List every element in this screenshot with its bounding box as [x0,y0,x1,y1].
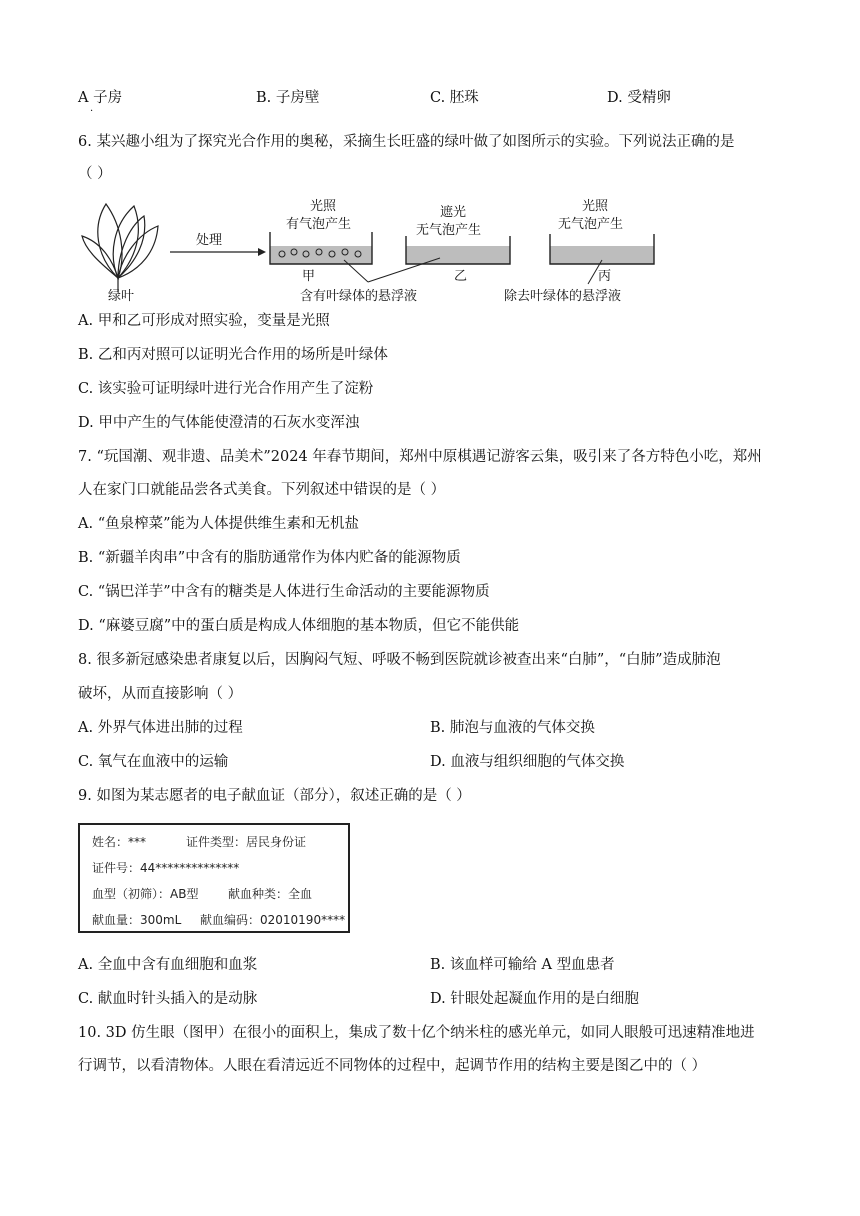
no-chloroplast-label: 除去叶绿体的悬浮液 [504,289,622,304]
q6-option-b: B. 乙和丙对照可以证明光合作用的场所是叶绿体 [78,347,388,363]
card-name: 姓名：*** [92,835,147,849]
q10-stem-line2: 行调节，以看清物体。人眼在看清远近不同物体的过程中，起调节作用的结构主要是图乙中的（ ） [78,1058,707,1074]
q9-option-d: D. 针眼处起凝血作用的是白细胞 [430,991,639,1007]
bing-light-label: 光照 [582,199,609,214]
q8-option-b: B. 肺泡与血液的气体交换 [430,720,595,736]
arrow-label: 处理 [196,233,223,248]
bing-name: 丙 [598,269,612,284]
pointer-yi [368,258,440,282]
dot-mark: · [90,106,94,117]
card-donation-kind: 献血种类：全血 [228,887,313,901]
q8-option-d: D. 血液与组织细胞的气体交换 [430,754,625,770]
card-id-type: 证件类型：居民身份证 [186,835,307,849]
q9-stem: 9. 如图为某志愿者的电子献血证（部分），叙述正确的是（ ） [78,788,471,804]
q6-option-d: D. 甲中产生的气体能使澄清的石灰水变浑浊 [78,415,360,431]
q5-option-a: A 子房 [78,90,123,106]
q7-stem-line2: 人在家门口就能品尝各式美食。下列叙述中错误的是（ ） [78,482,446,498]
jia-light-label: 光照 [310,199,337,214]
yi-bubble-label: 无气泡产生 [416,223,482,238]
q8-stem-line2: 破坏，从而直接影响（ ） [78,686,243,702]
q6-option-a: A. 甲和乙可形成对照实验，变量是光照 [78,313,330,329]
q8-option-a: A. 外界气体进出肺的过程 [78,720,243,736]
q5-option-b: B. 子房壁 [256,90,320,106]
q9-option-a: A. 全血中含有血细胞和血浆 [78,957,258,973]
q8-stem-line1: 8. 很多新冠感染患者康复以后，因胸闷气短、呼吸不畅到医院就诊被查出来“白肺”，“白肺”造成肺泡 [78,652,721,668]
q9-option-c: C. 献血时针头插入的是动脉 [78,991,258,1007]
card-code: 献血编码：02010190**** [200,913,346,927]
arrow-head [258,248,266,256]
yi-dark-label: 遮光 [440,205,467,220]
q9-option-b: B. 该血样可输给 A 型血患者 [430,957,615,973]
q7-option-c: C. “锅巴洋芋”中含有的糖类是人体进行生命活动的主要能源物质 [78,584,490,600]
q5-option-c: C. 胚珠 [430,90,479,106]
yi-name: 乙 [454,269,468,284]
q6-option-c: C. 该实验可证明绿叶进行光合作用产生了淀粉 [78,381,374,397]
q7-option-d: D. “麻婆豆腐”中的蛋白质是构成人体细胞的基本物质，但它不能供能 [78,618,520,634]
leaf-label: 绿叶 [108,289,135,304]
yi-liquid [406,246,510,264]
bing-bubble-label: 无气泡产生 [558,217,624,232]
leaf-drawing [82,204,158,292]
q8-option-c: C. 氧气在血液中的运输 [78,754,229,770]
jia-name: 甲 [302,269,316,284]
q7-option-a: A. “鱼泉榨菜”能为人体提供维生素和无机盐 [78,516,360,532]
q6-stem: 6. 某兴趣小组为了探究光合作用的奥秘，采摘生长旺盛的绿叶做了如图所示的实验。下列说法正确的是 [78,134,735,150]
card-blood-type: 血型（初筛）：AB型 [92,887,199,901]
chloroplast-label: 含有叶绿体的悬浮液 [300,289,418,304]
q5-option-d: D. 受精卵 [607,90,671,106]
q6-paren: （ ） [78,166,112,182]
blood-donation-card [78,823,350,933]
q7-stem-line1: 7. “玩国潮、观非遗、品美术”2024 年春节期间，郑州中原棋遇记游客云集，吸引来了各方特色小吃，郑州 [78,449,762,465]
card-id-number: 证件号：44************** [92,861,240,875]
q10-stem-line1: 10. 3D 仿生眼（图甲）在很小的面积上，集成了数十亿个纳米柱的感光单元，如同人眼般可迅速精准地进 [78,1025,755,1041]
bing-liquid [550,246,654,264]
jia-bubble-label: 有气泡产生 [286,217,352,232]
photosynthesis-experiment-figure [78,196,678,308]
card-amount: 献血量：300mL [92,913,182,927]
q7-option-b: B. “新疆羊肉串”中含有的脂肪通常作为体内贮备的能源物质 [78,550,461,566]
